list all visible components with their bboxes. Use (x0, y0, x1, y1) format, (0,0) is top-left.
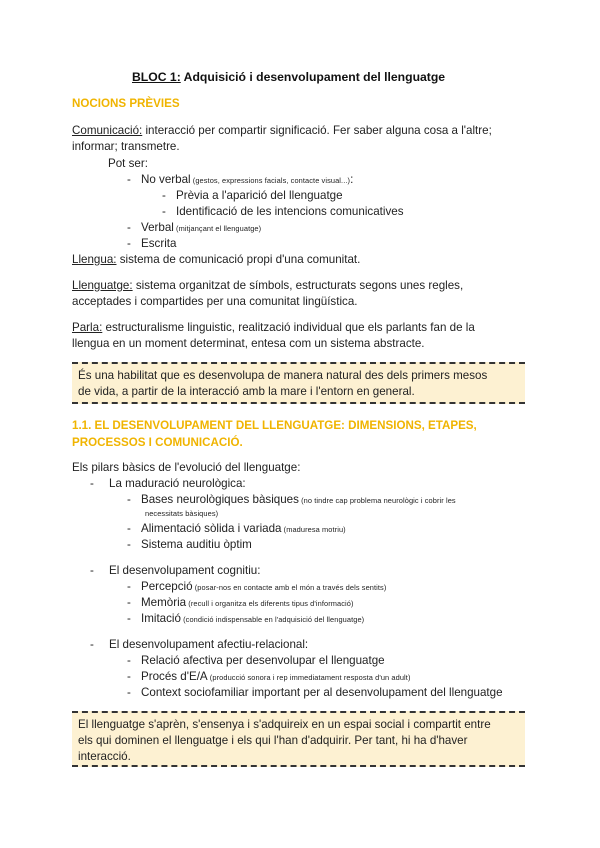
item-sistema-auditiu: - Sistema auditiu òptim (127, 538, 252, 551)
title-text: Adquisició i desenvolupament del llenguatge (180, 70, 446, 84)
parla-line2: llengua en un moment determinat, entesa com un sistema abstracte. (72, 337, 425, 350)
item-alimentacio: - Alimentació sòlida i variada (maduresa motriu) (127, 522, 346, 535)
callout-box-llenguatge (72, 711, 525, 767)
comunicacio-def: interacció per compartir significació. Fer saber alguna cosa a l'altre; (142, 124, 492, 137)
llengua-definition: Llengua: sistema de comunicació propi d'una comunitat. (72, 253, 361, 266)
section-heading-1-1: 1.1. EL DESENVOLUPAMENT DEL LLENGUATGE: DIMENSIONS, ETAPES, PROCESSOS I COMUNICACIÓ. (72, 419, 477, 449)
llenguatge-line1: Llenguatge: sistema organitzat de símbols, estructurats segons unes regles, (72, 279, 464, 292)
item-context-sociofamiliar: - Context sociofamiliar important per al desenvolupament del llenguatge (127, 686, 503, 699)
callout-box-habilitat (72, 362, 525, 404)
callout1-line2: de vida, a partir de la interacció amb la mare i l'entorn en general. (78, 385, 415, 398)
term-llengua: Llengua: (72, 253, 117, 266)
pilar-afectiu: - El desenvolupament afectiu-relacional: (90, 638, 309, 651)
list-item-escrita: - Escrita (127, 237, 177, 250)
sub-item-previa: - Prèvia a l'aparició del llenguatge (162, 189, 343, 202)
item-relacio-afectiva: - Relació afectiva per desenvolupar el llenguatge (127, 654, 385, 667)
section-heading-nocions: NOCIONS PRÈVIES (72, 97, 180, 110)
callout1-line1: És una habilitat que es desenvolupa de manera natural des dels primers mesos (78, 369, 488, 382)
term-llenguatge: Llenguatge: (72, 279, 133, 292)
term-comunicacio: Comunicació: (72, 124, 143, 137)
llenguatge-line2: acceptades i compartides per una comunitat lingüística. (72, 295, 358, 308)
comunicacio-line2: informar; transmetre. (72, 140, 180, 153)
item-imitacio: - Imitació (condició indispensable en l'adquisició del llenguatge) (127, 612, 365, 625)
pilar-maduracio: - La maduració neurològica: (90, 477, 246, 490)
sub-item-identificacio: - Identificació de les intencions comunicatives (162, 205, 404, 218)
title-bloc: BLOC 1: (132, 70, 181, 84)
list-item-verbal: - Verbal (mitjançant el llenguatge) (127, 221, 262, 234)
item-proces-ea: - Procés d'E/A (producció sonora i rep immediatament resposta d'un adult) (127, 670, 411, 683)
item-percepcio: - Percepció (posar-nos en contacte amb el món a través dels sentits) (127, 580, 387, 593)
pot-ser-label: Pot ser: (108, 157, 148, 170)
item-memoria: - Memòria (recull i organitza els diferents tipus d'informació) (127, 596, 354, 609)
list-item-no-verbal: - No verbal (gestos, expressions facials, contacte visual...): (127, 173, 354, 186)
term-parla: Parla: (72, 321, 103, 334)
item-bases-neurologiques: - Bases neurològiques bàsiques (no tindre cap problema neurològic i cobrir les (127, 493, 456, 506)
callout2-line3: interacció. (78, 750, 131, 763)
parla-line1: Parla: estructuralisme linguistic, realització individual que els parlants fan de la (72, 321, 475, 334)
callout2-line2: els qui dominen el llenguatge i els qui l'han d'adquirir. Per tant, hi ha d'haver (78, 734, 468, 747)
callout2-line1: El llenguatge s'aprèn, s'ensenya i s'adquireix en un espai social i compartit entre (78, 718, 491, 731)
comunicacio-line1 (72, 123, 492, 139)
page-title (132, 70, 445, 84)
item-bases-note-cont: necessitats bàsiques) (145, 509, 219, 518)
pilars-intro: Els pilars bàsics de l'evolució del llenguatge: (72, 461, 301, 474)
pilar-cognitiu: - El desenvolupament cognitiu: (90, 564, 261, 577)
